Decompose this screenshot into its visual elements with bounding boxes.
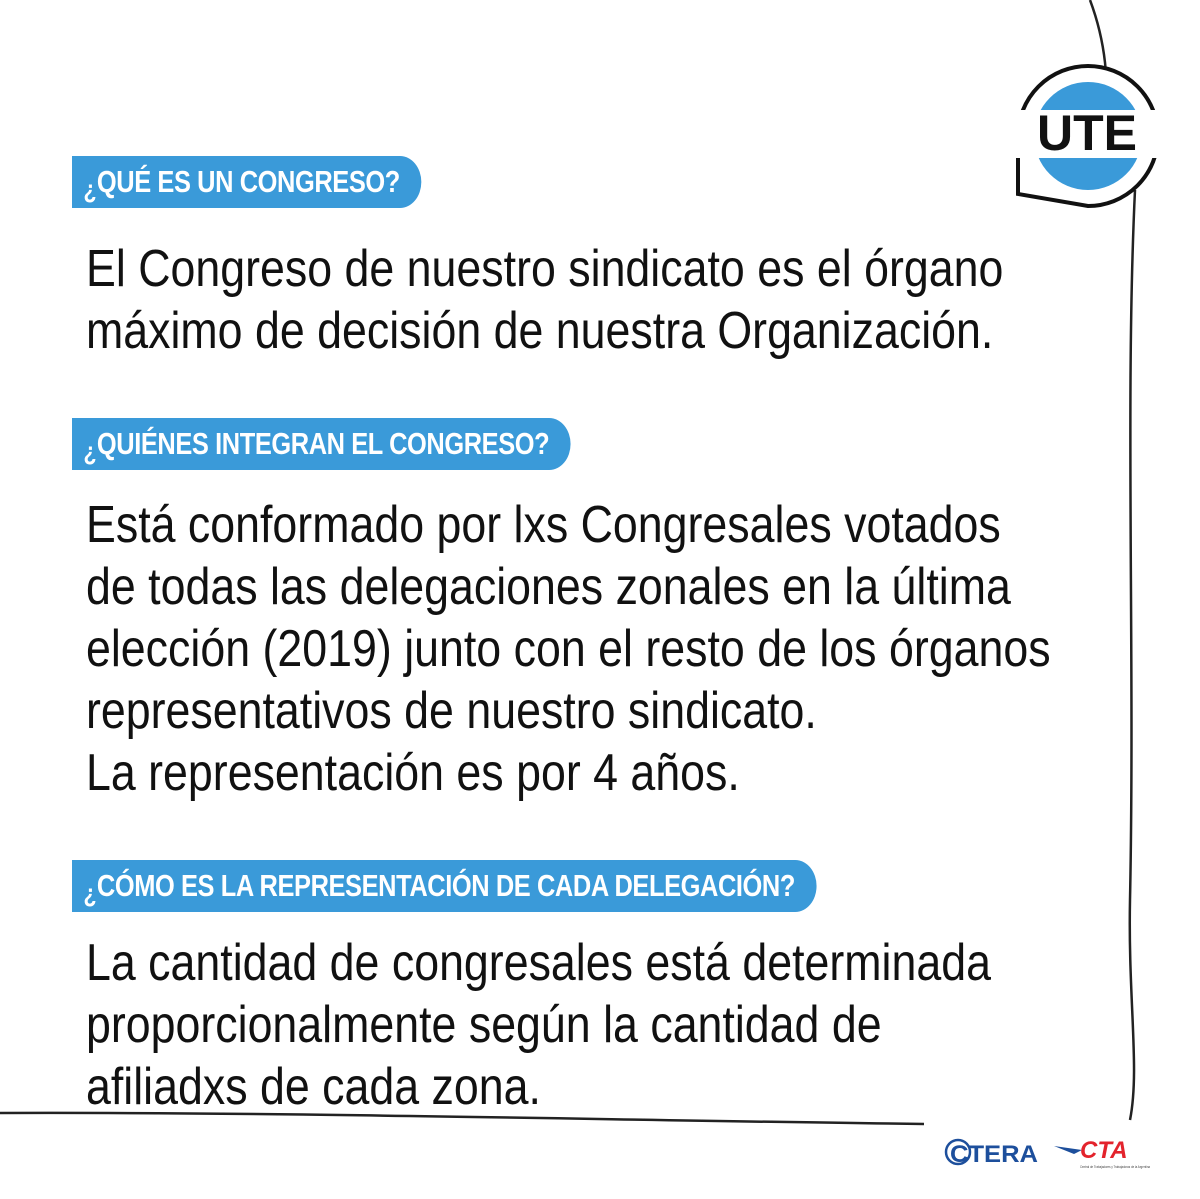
ctera-logo-text: CTERA [950, 1141, 1038, 1168]
answer-line: representativos de nuestro sindicato. [86, 682, 817, 740]
answer-line: máximo de decisión de nuestra Organización. [86, 302, 994, 360]
question-heading: CÓMO ES LA REPRESENTACIÓN DE CADA DELEGACIÓN? [96, 868, 795, 903]
answer-line: afiliadxs de cada zona. [86, 1058, 541, 1116]
answer-line: proporcionalmente según la cantidad de [86, 996, 882, 1054]
question-heading: QUÉ ES UN CONGRESO? [96, 164, 400, 199]
question-pill-1 [72, 156, 421, 208]
answer-text-1 [86, 238, 1004, 362]
cta-logo-text: CTA [1080, 1137, 1128, 1164]
answer-line: Está conformado por lxs Congresales votados [86, 496, 1001, 554]
answer-line: La representación es por 4 años. [86, 744, 740, 802]
answer-text-3 [86, 932, 991, 1118]
question-pill-3 [72, 860, 816, 912]
answer-line: El Congreso de nuestro sindicato es el órgano [86, 240, 1004, 298]
question-heading: QUIÉNES INTEGRAN EL CONGRESO? [96, 426, 550, 461]
answer-line: La cantidad de congresales está determinada [86, 934, 991, 992]
answer-text-2 [86, 494, 1051, 804]
ute-logo [998, 44, 1176, 222]
question-mark: ¿ [83, 877, 97, 908]
question-mark: ¿ [83, 173, 97, 204]
answer-line: de todas las delegaciones zonales en la última [86, 558, 1011, 616]
cta-tagline: Central de Trabajadores y Trabajadoras de la Argentina [1080, 1164, 1151, 1169]
question-mark: ¿ [83, 435, 97, 466]
ctera-logo [944, 1134, 1040, 1170]
question-pill-2 [72, 418, 571, 470]
cta-logo [1052, 1134, 1152, 1174]
answer-line: elección (2019) junto con el resto de los órganos [86, 620, 1051, 678]
ute-logo-text: UTE [1037, 105, 1137, 161]
